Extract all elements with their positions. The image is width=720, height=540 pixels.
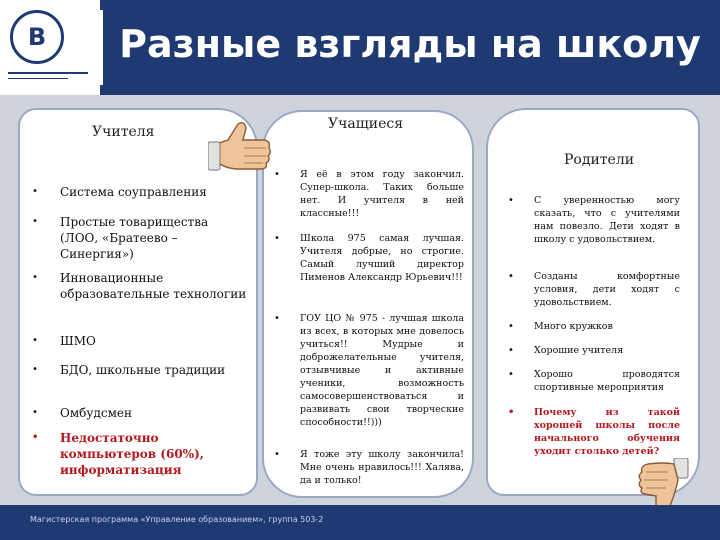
list-item: • Инновационные образовательные технологии [32,271,247,301]
list-item: • Хорошие учителя [508,345,624,356]
list-item: • Я тоже эту школу закончила! Мне очень нравилось!!! Халява, да и только! [274,449,464,486]
header-divider [100,10,103,85]
bullet-icon: • [274,449,280,460]
list-item: • Хорошо проводятся спортивные мероприятия [508,369,680,393]
logo-underline-icon [8,78,68,79]
university-logo-icon: В [10,10,64,64]
bullet-icon: • [274,313,280,324]
list-item: • Созданы комфортные условия, дети ходят с удовольствием. [508,271,680,308]
list-item: • Школа 975 самая лучшая. Учителя добрые, но строгие. Самый лучший директор Пименов Александр Юрьевич!!! [274,233,464,283]
thumbs-up-icon [208,118,276,174]
bullet-icon: • [32,272,38,283]
list-item: • ГОУ ЦО № 975 - лучшая школа из всех, в которых мне довелось учиться!! Мудрые и доброжелательные учителя, отзывчивые и активные ученики, возможность самосовершенствоваться и развивать свои творческие способности!!))) [274,313,464,428]
bullet-icon: • [32,407,38,418]
logo-panel [0,0,100,95]
list-item: • С уверенностью могу сказать, что с учителями нам повезло. Дети ходят в школу с удовольствием. [508,195,680,245]
list-item: • Я её в этом году закончил. Супер-школа. Таких больше нет. И учителя в ней классные!!! [274,169,464,219]
header-bar [0,0,720,95]
list-item: • Система соуправления [32,185,207,199]
list-item: • Недостаточно компьютеров (60%), информатизация [32,431,204,477]
footer-text: Магистерская программа «Управление образованием», группа 503-2 [30,515,324,524]
bullet-icon: • [32,186,38,197]
teachers-title: Учителя [92,124,155,140]
students-panel [262,110,474,498]
bullet-icon: • [32,432,39,443]
page-title: Разные взгляды на школу [119,22,701,66]
bullet-icon: • [508,195,514,206]
bullet-icon: • [508,345,514,356]
bullet-icon: • [508,407,515,418]
bullet-icon: • [274,233,280,244]
bullet-icon: • [32,216,38,227]
students-title: Учащиеся [328,116,404,132]
list-item: • Много кружков [508,321,613,332]
parents-title: Родители [564,152,635,168]
bullet-icon: • [508,271,514,282]
bullet-icon: • [508,369,514,380]
logo-underline-icon [8,72,88,74]
list-item: • ШМО [32,334,96,348]
bullet-icon: • [32,335,38,346]
footer-bar [0,505,720,540]
bullet-icon: • [508,321,514,332]
list-item: • Почему из такой хорошей школы после начального обучения уходит столько детей? [508,407,680,457]
list-item: • Простые товарищества (ЛОО, «Братеево – Синергия») [32,215,209,261]
list-item: • Омбудсмен [32,406,132,420]
bullet-icon: • [274,169,280,180]
bullet-icon: • [32,364,38,375]
list-item: • БДО, школьные традиции [32,363,226,377]
parents-panel [486,108,700,496]
